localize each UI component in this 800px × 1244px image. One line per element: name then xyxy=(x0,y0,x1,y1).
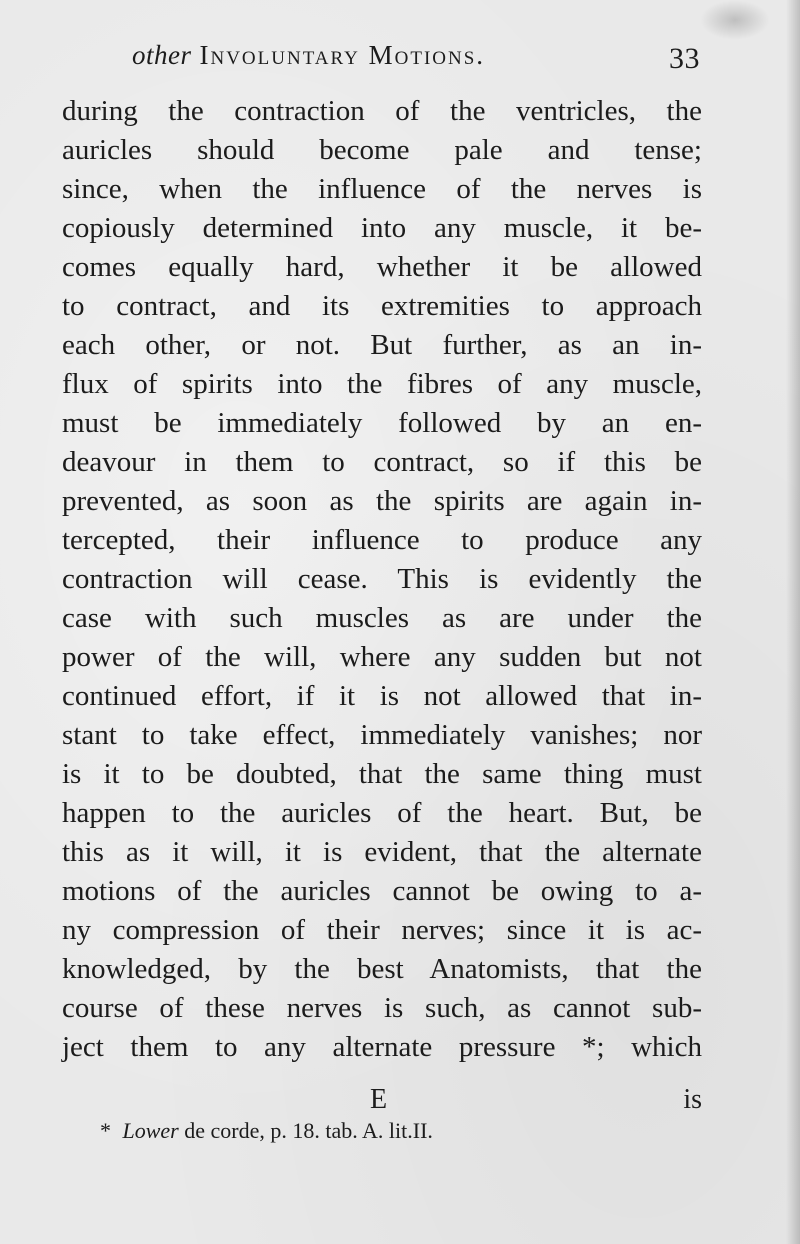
running-head-title: Involuntary Motions. xyxy=(199,40,486,70)
text-line: auricles should become pale and tense; xyxy=(62,134,702,166)
running-head xyxy=(132,40,700,84)
text-line: this as it will, it is evident, that the alternate xyxy=(62,836,702,868)
text-line: happen to the auricles of the heart. But, be xyxy=(62,797,702,829)
text-line: since, when the influence of the nerves is xyxy=(62,173,702,205)
page-edge-shadow xyxy=(786,0,800,1244)
text-line: continued effort, if it is not allowed that in- xyxy=(62,680,702,712)
text-line: ny compression of their nerves; since it is ac- xyxy=(62,914,702,946)
text-line: to contract, and its extremities to approach xyxy=(62,290,702,322)
footnote-author: Lower xyxy=(122,1118,179,1143)
text-line: knowledged, by the best Anatomists, that the xyxy=(62,953,702,985)
footnote-marker: * xyxy=(100,1118,111,1143)
catchword: is xyxy=(683,1084,702,1115)
body-text xyxy=(62,92,702,1067)
text-line: tercepted, their influence to produce any xyxy=(62,524,702,556)
text-line: deavour in them to contract, so if this be xyxy=(62,446,702,478)
text-line: case with such muscles as are under the xyxy=(62,602,702,634)
text-line: contraction will cease. This is evidently the xyxy=(62,563,702,595)
text-line: prevented, as soon as the spirits are again in- xyxy=(62,485,702,517)
text-line: during the contraction of the ventricles, the xyxy=(62,95,702,127)
text-line: copiously determined into any muscle, it be- xyxy=(62,212,702,244)
text-line: motions of the auricles cannot be owing to a- xyxy=(62,875,702,907)
text-line: comes equally hard, whether it be allowed xyxy=(62,251,702,283)
running-head-italic: other xyxy=(132,40,192,70)
text-line: stant to take effect, immediately vanishes; nor xyxy=(62,719,702,751)
page-number: 33 xyxy=(669,42,700,75)
text-line: course of these nerves is such, as cannot sub- xyxy=(62,992,702,1024)
footnote xyxy=(100,1118,700,1144)
page-corner-smudge xyxy=(700,0,770,40)
footnote-citation: de corde, p. 18. tab. A. lit.II. xyxy=(184,1118,433,1143)
text-line: is it to be doubted, that the same thing must xyxy=(62,758,702,790)
text-line: each other, or not. But further, as an in- xyxy=(62,329,702,361)
text-line: power of the will, where any sudden but not xyxy=(62,641,702,673)
text-line: ject them to any alternate pressure *; which xyxy=(62,1031,702,1063)
signature-mark: E xyxy=(370,1084,388,1115)
text-line: flux of spirits into the fibres of any muscle, xyxy=(62,368,702,400)
text-line: must be immediately followed by an en- xyxy=(62,407,702,439)
